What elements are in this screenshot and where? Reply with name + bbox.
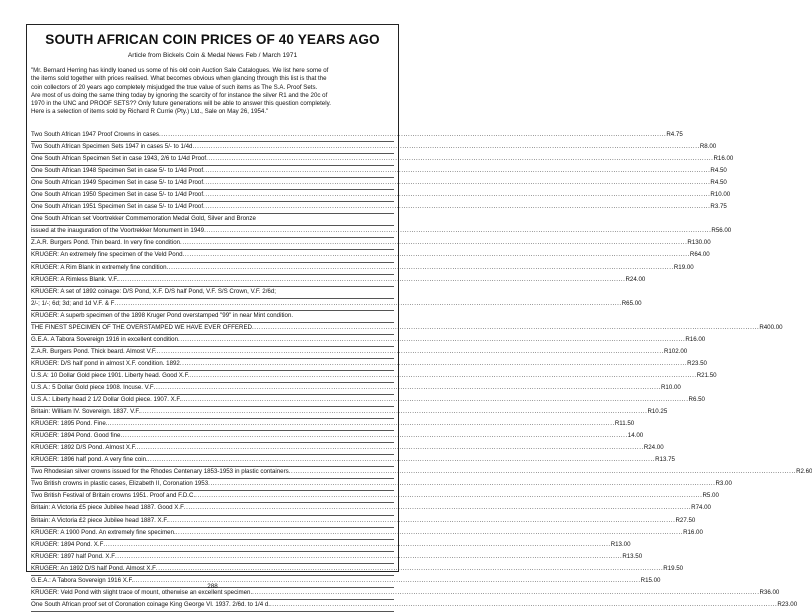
price-row [31,202,727,214]
price-row [31,190,731,202]
page-title: SOUTH AFRICAN COIN PRICES OF 40 YEARS AGO [45,32,380,47]
item-price: R23.00 [777,600,798,608]
item-price: R130.00 [687,239,711,247]
intro-paragraph [31,67,396,117]
item-description: Z.A.R. Burgers Pond. Thin beard. In very fine condition [31,239,181,247]
price-row [31,419,635,431]
dot-leader: ............................................................................................................................................................................................................................ [166,263,674,271]
item-description: One South African set Voortrekker Commemoration Medal Gold, Silver and Bronze [31,215,256,223]
item-price: R4.50 [710,179,727,187]
price-row [31,287,394,299]
dot-leader: ............................................................................................................................................................................................................................ [118,275,626,283]
price-row [31,600,798,612]
item-price: R13.75 [655,456,675,464]
dot-leader: ............................................................................................................................................................................................................................ [180,239,688,247]
item-price: R8.00 [699,143,717,151]
dot-leader: ............................................................................................................................................................................................................................ [195,492,703,500]
intro-line: Here is a selection of items sold by Richard R Currie (Pty.) Ltd., Sale on May 26, 1954." [31,108,269,116]
item-description: One South African 1948 Specimen Set in case 5/- to 1/4d Proof [31,167,204,175]
price-row [31,226,732,238]
price-row [31,154,734,166]
price-row [31,528,703,540]
price-row [31,142,717,154]
item-price: R24.00 [643,444,664,452]
item-description: KRUGER: Veld Pond with slight trace of mount, otherwise an excellent specimen. [31,588,253,596]
item-price: R36.00 [759,588,780,596]
item-description: Two British crowns in plastic cases, Elizabeth II, Coronation 1953 [31,480,209,488]
dot-leader: ............................................................................................................................................................................................................................ [206,155,714,163]
dot-leader: ............................................................................................................................................................................................................................ [269,600,778,608]
item-description: KRUGER: A superb specimen of the 1898 Kruger Pond overstamped "99" in near Mint condition. [31,311,294,319]
item-price: R19.00 [673,263,694,271]
item-price: R2.60 [796,468,812,476]
item-price: R4.75 [666,131,683,138]
item-description: KRUGER: 1897 half Pond. X.F [31,552,115,560]
price-row [31,347,688,359]
item-description: KRUGER: A Rim Blank in extremely fine condition [31,263,167,271]
intro-line: the items sold together with prices realised. What becomes obvious when glancing through this list is that the [31,75,327,83]
item-description: KRUGER: 1894 Pond. X.F [31,540,104,548]
item-price: R16.00 [683,528,703,536]
dot-leader: ............................................................................................................................................................................................................................ [203,191,711,199]
price-row [31,299,642,311]
dot-leader: ............................................................................................................................................................................................................................ [203,179,711,187]
dot-leader: ............................................................................................................................................................................................................................ [175,528,684,536]
intro-line: Are most of us doing the same thing today by ignoring the scarcity of for instance the silver R1 and the 20c of [31,91,328,99]
price-row [31,503,711,515]
item-description: THE FINEST SPECIMEN OF THE OVERSTAMPED WE HAVE EVER OFFERED [31,323,252,331]
price-row [31,564,684,576]
price-row [31,166,727,178]
price-list [31,130,812,612]
item-description: Britain: William IV. Sovereign. 1837. V.F. [31,408,141,416]
item-price: R74.00 [691,504,711,512]
item-description: KRUGER: 1895 Pond. Fine. [31,420,108,428]
item-price: R65.00 [621,299,642,307]
item-price: R400.00 [759,323,783,331]
price-row [31,359,707,371]
item-description: Two Rhodesian silver crowns issued for the Rhodes Centenary 1853-1953 in plastic containers [31,468,289,476]
dot-leader: ............................................................................................................................................................................................................................ [183,504,692,512]
price-row [31,479,732,491]
item-description: 2/-; 1/-; 6d; 3d; and 1d V.F. & F [31,299,115,307]
price-row [31,238,711,250]
price-row [31,214,394,226]
page-number: 288 [207,583,218,590]
dot-leader: ............................................................................................................................................................................................................................ [179,359,688,367]
item-price: R6.50 [688,396,705,404]
item-description: Z.A.R. Burgers Pond. Thick beard. Almost V.F. [31,347,157,355]
item-description: Two South African 1947 Proof Crowns in cases [31,131,159,138]
item-price: R102.00 [663,347,688,355]
item-description: Britain: A Victoria £2 piece Jubilee head 1887. X.F. [31,516,169,524]
price-row [31,335,706,347]
item-description: One South African 1950 Specimen Set in case 5/- to 1/4d Proof [31,191,204,199]
price-row [31,455,675,467]
dot-leader: ............................................................................................................................................................................................................................ [114,552,623,560]
dot-leader: ............................................................................................................................................................................................................................ [203,167,711,175]
item-price: R3.00 [715,480,732,488]
dot-leader: ............................................................................................................................................................................................................................ [155,564,664,572]
price-row [31,275,646,287]
price-row [31,407,668,419]
item-description: KRUGER: 1894 Pond. Good fine [31,432,121,440]
item-description: KRUGER: 1892 D/S Pond. Almost X.F. [31,444,137,452]
item-price: R23.50 [687,359,707,367]
item-description: Britain: A Victoria £5 piece Jubilee head 1887. Good X.F [31,504,184,512]
dot-leader: ............................................................................................................................................................................................................................ [140,408,648,416]
item-description: G.E.A.: A Tabora Sovereign 1916 X.F. [31,576,134,584]
item-price: R10.00 [661,383,681,391]
item-price: R10.25 [647,408,668,416]
item-description: Two British Festival of Britain crowns 1951. Proof and F.D.C. [31,492,196,500]
price-row [31,250,710,262]
dot-leader: ............................................................................................................................................................................................................................ [114,299,622,307]
item-description: One South African proof set of Coronation coinage King George VI. 1937. 2/6d. to 1/4 d. [31,600,270,608]
article-source: Article from Bickels Coin & Medal News Feb / March 1971 [127,52,298,59]
item-price: R27.50 [675,516,696,524]
item-price: R3.75 [710,203,727,211]
item-description: KRUGER: D/S half pond in almost X.F. condition. 1892 [31,359,180,367]
price-row [31,178,727,190]
price-row [31,552,643,564]
item-description: KRUGER: 1896 half pond. A very fine coin. [31,456,148,464]
item-description: One South African Specimen Set in case 1943, 2/6 to 1/4d Proof [31,155,207,163]
item-price: R13.00 [610,540,631,548]
item-description: KRUGER: A Rimless Blank. V.F. [31,275,119,283]
item-price: R24.00 [625,275,646,283]
dot-leader: ............................................................................................................................................................................................................................ [203,203,711,211]
price-row [31,491,719,503]
item-price: R19.50 [663,564,684,572]
price-row [31,467,812,479]
item-price: R21.50 [696,371,717,379]
price-row [31,516,696,528]
price-row [31,431,644,443]
dot-leader: ............................................................................................................................................................................................................................ [147,456,656,464]
item-price: R16.00 [713,155,734,163]
dot-leader: ............................................................................................................................................................................................................................ [204,227,712,235]
item-price: R13.50 [622,552,643,560]
price-row [31,443,664,455]
item-price: R64.00 [689,251,710,259]
price-row [31,395,705,407]
dot-leader: ............................................................................................................................................................................................................................ [103,540,611,548]
item-price: R16.00 [685,335,706,343]
item-description: KRUGER: An 1892 D/S half Pond. Almost X.F [31,564,156,572]
price-row [31,323,783,335]
dot-leader: ............................................................................................................................................................................................................................ [178,335,686,343]
price-row [31,130,683,142]
dot-leader: ............................................................................................................................................................................................................................ [208,480,716,488]
dot-leader: ............................................................................................................................................................................................................................ [251,323,760,331]
item-description: U.S.A: 10 Dollar Gold piece 1901. Liberty head. Good X.F. [31,371,190,379]
dot-leader: ............................................................................................................................................................................................................................ [181,396,689,404]
item-description: KRUGER: A 1900 Pond. An extremely fine specimen. [31,528,176,536]
price-row [31,540,631,552]
dot-leader: ............................................................................................................................................................................................................................ [107,420,615,428]
item-description: KRUGER: An extremely fine specimen of the Veld Pond [31,251,183,259]
price-row [31,311,394,323]
dot-leader: ............................................................................................................................................................................................................................ [120,432,628,440]
dot-leader: ............................................................................................................................................................................................................................ [168,516,676,524]
item-price: R56.00 [711,227,732,235]
price-row [31,383,681,395]
item-description: G.E.A. A Tabora Sovereign 1916 in excellent condition [31,335,179,343]
dot-leader: ............................................................................................................................................................................................................................ [192,143,700,151]
dot-leader: ............................................................................................................................................................................................................................ [182,251,690,259]
dot-leader: ............................................................................................................................................................................................................................ [189,371,697,379]
item-price: R15.00 [640,576,661,584]
item-description: KRUGER: A set of 1892 coinage: D/S Pond, X.F. D/S half Pond, V.F. S/S Crown, V.F. 2/6d; [31,287,276,295]
item-description: One South African 1949 Specimen Set in case 5/- to 1/4d Proof [31,179,204,187]
item-description: U.S.A.: Liberty head 2 1/2 Dollar Gold piece. 1907. X.F. [31,396,182,404]
dot-leader: ............................................................................................................................................................................................................................ [288,468,797,476]
item-price: R5.00 [702,492,719,500]
intro-line: "Mr. Bernard Herring has kindly loaned us some of his old coin Auction Sale Catalogues. We list here some of [31,67,329,74]
item-price: R11.50 [614,420,635,428]
intro-line: 1970 in the UNC and PROOF SETS?? Only future generations will be able to answer this question completely. [31,100,331,107]
item-price: R10.00 [710,191,731,199]
dot-leader: ............................................................................................................................................................................................................................ [159,131,667,138]
price-row [31,263,694,275]
item-description: U.S.A.: 5 Dollar Gold piece 1908. Incuse. V.F [31,383,154,391]
dot-leader: ............................................................................................................................................................................................................................ [156,347,664,355]
item-price: R4.50 [710,167,727,175]
price-row [31,371,717,383]
item-description: One South African 1951 Specimen Set in case 5/- to 1/4d Proof [31,203,204,211]
item-description: Two South African Specimen Sets 1947 in cases 5/- to 1/4d [31,143,193,151]
intro-line: coin collectors of 20 years ago completely misjudged the true value of such items as The S.A. Proof Sets. [31,83,318,91]
dot-leader: ............................................................................................................................................................................................................................ [133,576,641,584]
dot-leader: ............................................................................................................................................................................................................................ [136,444,644,452]
item-price: 14.00 [627,432,644,440]
dot-leader: ............................................................................................................................................................................................................................ [153,383,661,391]
dot-leader: ............................................................................................................................................................................................................................ [252,588,760,596]
item-description: issued at the inauguration of the Voortrekker Monument in 1949 [31,227,205,235]
